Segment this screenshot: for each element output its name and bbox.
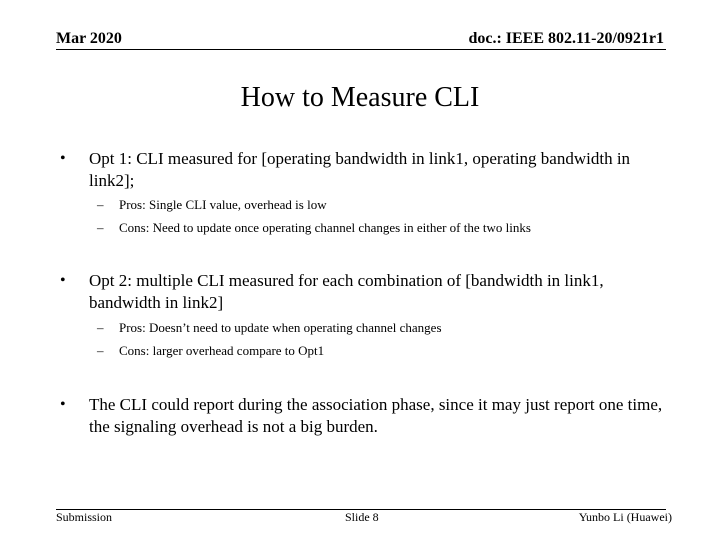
bullet-text-opt1: Opt 1: CLI measured for [operating bandwidth in link1, operating bandwidth in link2];	[89, 149, 631, 190]
header-date: Mar 2020	[56, 30, 122, 47]
sub-bullet-opt1-cons: Cons: Need to update once operating channel changes in either of the two links	[119, 220, 531, 235]
footer-author: Yunbo Li (Huawei)	[578, 510, 672, 524]
slide-title: How to Measure CLI	[240, 82, 480, 113]
sub-bullet-marker: –	[97, 197, 104, 212]
sub-bullet-opt2-pros: Pros: Doesn’t need to update when operating channel changes	[119, 320, 442, 335]
sub-bullet-marker: –	[97, 343, 104, 358]
bullet-text-association: The CLI could report during the association phase, since it may just report one time, the signaling overhead is not a big burden.	[89, 395, 663, 436]
bullet-marker: •	[60, 272, 66, 289]
bullet-text-opt2: Opt 2: multiple CLI measured for each combination of [bandwidth in link1, bandwidth in link2]	[89, 271, 604, 312]
sub-bullet-opt2-cons: Cons: larger overhead compare to Opt1	[119, 343, 325, 358]
footer-submission: Submission	[56, 510, 113, 524]
sub-bullet-marker: –	[97, 320, 104, 335]
footer-slide-number: Slide 8	[345, 510, 379, 524]
bullet-marker: •	[60, 150, 66, 167]
header-divider	[56, 49, 666, 50]
bullet-marker: •	[60, 396, 66, 413]
header-doc-id: doc.: IEEE 802.11-20/0921r1	[468, 30, 664, 47]
sub-bullet-opt1-pros: Pros: Single CLI value, overhead is low	[119, 197, 327, 212]
sub-bullet-marker: –	[97, 220, 104, 235]
